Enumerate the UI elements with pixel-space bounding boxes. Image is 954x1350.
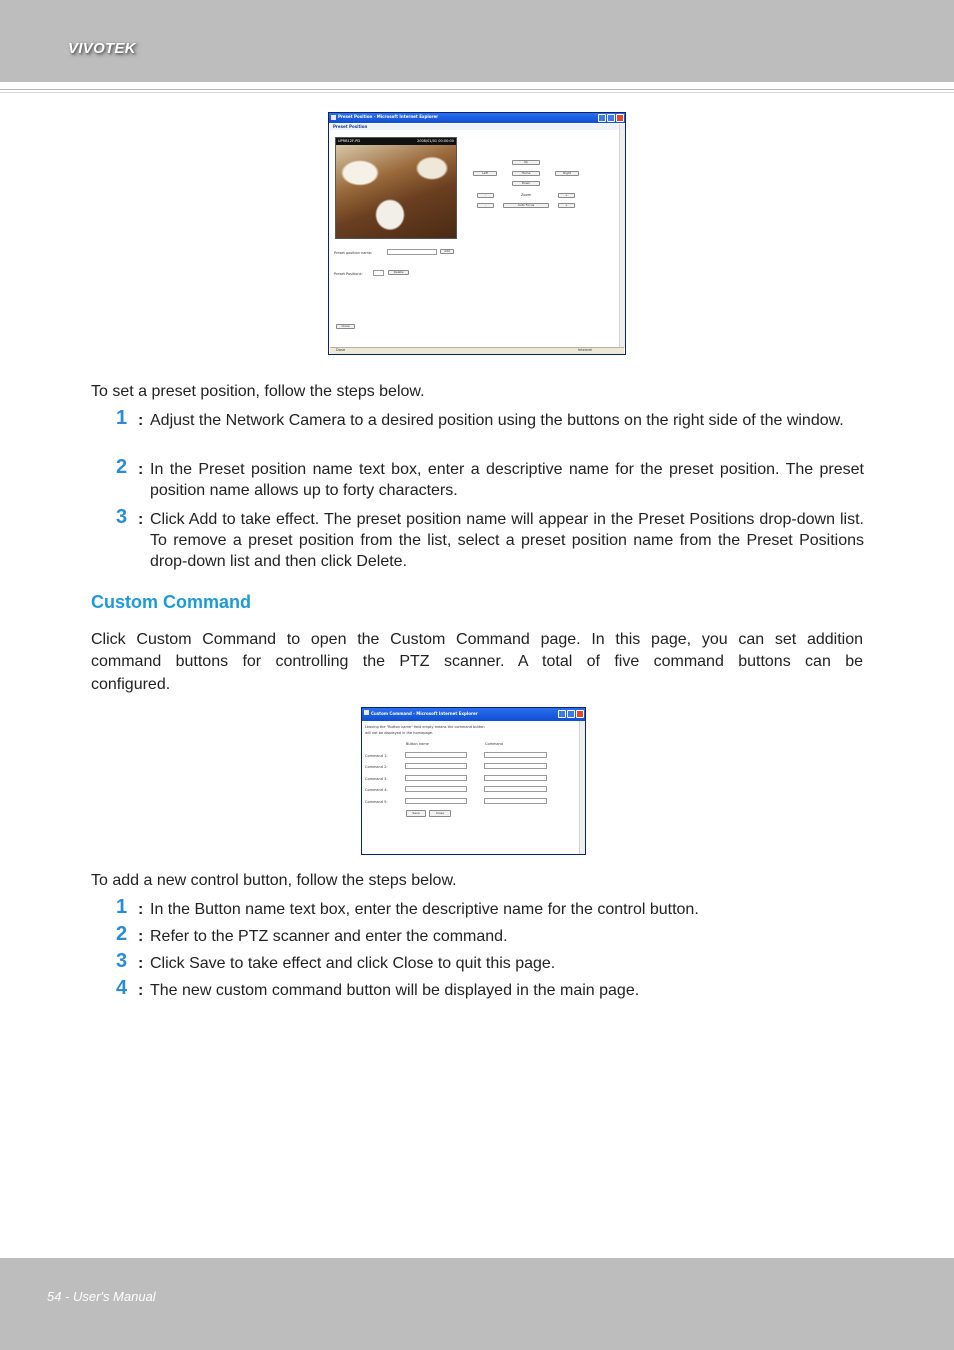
- focus-far-button: +: [558, 203, 575, 208]
- command-row-label: Command 1:: [365, 754, 388, 758]
- preset-step: [116, 456, 864, 501]
- page-number-label: 54 - User's Manual: [47, 1289, 156, 1304]
- section-title: Preset Position: [333, 124, 368, 129]
- ie-icon: [364, 710, 369, 715]
- left-button: Left: [473, 171, 497, 176]
- step-number: 1: [116, 407, 128, 429]
- section-heading: Custom Command: [91, 592, 252, 612]
- section-title-bar: [330, 124, 624, 130]
- page-footer: [0, 1258, 954, 1350]
- window-titlebar: [362, 708, 585, 721]
- window-controls: [558, 710, 584, 718]
- zoom-out-button: -: [477, 193, 494, 198]
- maximize-icon: [567, 710, 575, 718]
- paragraph-line: command buttons for controlling the PTZ scanner. A total of five command buttons can be: [91, 653, 863, 670]
- step-colon: :: [138, 982, 144, 999]
- preset-intro-text: To set a preset position, follow the steps below.: [91, 383, 425, 400]
- step-text: Click Save to take effect and click Close to quit this page.: [150, 955, 556, 972]
- step-colon: :: [138, 901, 144, 918]
- command-input: [484, 775, 547, 781]
- header-divider: [0, 89, 954, 90]
- preset-step: [116, 407, 864, 431]
- button-name-input: [405, 752, 467, 758]
- step-number: 3: [116, 506, 128, 528]
- minimize-icon: [598, 114, 606, 122]
- column-button-name: Button name: [406, 742, 429, 746]
- paragraph-line: configured.: [91, 676, 171, 693]
- note-line: Leaving the "Button name" field empty means the command button: [365, 725, 485, 729]
- close-button: Close: [429, 810, 451, 817]
- command-input: [484, 763, 547, 769]
- page-header: [0, 0, 954, 82]
- button-name-input: [405, 798, 467, 804]
- preset-positions-select: [373, 270, 384, 276]
- right-button: Right: [555, 171, 579, 176]
- custom-command-step: [116, 977, 864, 1001]
- step-colon: :: [138, 928, 144, 945]
- camera-name: UPRB12F-PD: [338, 139, 361, 143]
- step-number: 4: [116, 977, 128, 999]
- paragraph-line: Click Custom Command to open the Custom Command page. In this page, you can set addition: [91, 631, 863, 648]
- custom-command-step: [116, 950, 864, 974]
- focus-near-button: -: [477, 203, 494, 208]
- vertical-scrollbar: [579, 721, 585, 854]
- command-row-label: Command 4:: [365, 788, 388, 792]
- column-command: Command: [485, 742, 503, 746]
- custom-command-step: [116, 923, 864, 947]
- zoom-label: Zoom: [521, 193, 532, 197]
- command-input: [484, 786, 547, 792]
- status-done: Done: [336, 348, 346, 352]
- command-row-label: Command 3:: [365, 777, 388, 781]
- status-internet: Internet: [578, 348, 592, 352]
- minimize-icon: [558, 710, 566, 718]
- custom-command-screenshot: [361, 707, 586, 855]
- command-row-label: Command 2:: [365, 765, 388, 769]
- step-text: Refer to the PTZ scanner and enter the command.: [150, 928, 508, 945]
- step-text: In the Button name text box, enter the descriptive name for the control button.: [150, 901, 699, 918]
- add-button: Add: [440, 249, 454, 254]
- step-text: Click Add to take effect. The preset position name will appear in the Preset Positions drop-down list. To remove a preset position from the list, select a preset position name from the Preset Positions drop-down list and then click Delete.: [150, 511, 864, 570]
- step-colon: :: [138, 955, 144, 972]
- custom-command-step: [116, 896, 864, 920]
- preset-position-screenshot: [328, 112, 626, 355]
- window-titlebar: [329, 113, 625, 123]
- step-number: 2: [116, 923, 128, 945]
- window-title: Preset Position - Microsoft Internet Explorer: [338, 114, 439, 119]
- step-text: The new custom command button will be displayed in the main page.: [150, 982, 640, 999]
- step-colon: :: [138, 511, 144, 528]
- step-number: 1: [116, 896, 128, 918]
- vivotek-logo: VIVOTEK: [68, 40, 136, 57]
- camera-view: [335, 137, 457, 239]
- button-name-input: [405, 763, 467, 769]
- auto-focus-button: Auto Focus: [503, 203, 549, 208]
- maximize-icon: [607, 114, 615, 122]
- step-colon: :: [138, 461, 144, 478]
- camera-timestamp: 2008/01/01 00:00:00: [416, 139, 454, 143]
- save-button: Save: [406, 810, 426, 817]
- ie-icon: [331, 115, 336, 120]
- close-button: Close: [336, 324, 355, 329]
- step-number: 2: [116, 456, 128, 478]
- step-text: Adjust the Network Camera to a desired position using the buttons on the right side of the window.: [150, 412, 844, 429]
- button-name-input: [405, 786, 467, 792]
- down-button: Down: [512, 181, 540, 186]
- command-input: [484, 798, 547, 804]
- window-title: Custom Command - Microsoft Internet Explorer: [371, 711, 478, 716]
- close-icon: [616, 114, 624, 122]
- status-bar: [330, 347, 624, 354]
- step-text: In the Preset position name text box, enter a descriptive name for the preset position. The preset position name allows up to forty characters.: [150, 461, 864, 499]
- preset-step: [116, 506, 864, 572]
- home-button: Home: [512, 171, 540, 176]
- header-divider-secondary: [0, 92, 954, 93]
- zoom-in-button: +: [558, 193, 575, 198]
- camera-caption-bar: [336, 138, 456, 145]
- camera-image: [336, 145, 456, 238]
- step-colon: :: [138, 412, 144, 429]
- delete-button: Delete: [388, 270, 409, 275]
- preset-name-label: Preset position name:: [334, 251, 373, 255]
- vertical-scrollbar: [619, 124, 625, 348]
- command-input: [484, 752, 547, 758]
- custom-command-intro-text: To add a new control button, follow the steps below.: [91, 872, 457, 889]
- command-row-label: Command 5:: [365, 800, 388, 804]
- preset-positions-label: Preset Positions:: [334, 272, 363, 276]
- preset-name-input: [387, 249, 437, 255]
- step-number: 3: [116, 950, 128, 972]
- window-controls: [598, 114, 624, 122]
- note-line: will not be displayed in the homepage.: [365, 731, 434, 735]
- close-icon: [576, 710, 584, 718]
- button-name-input: [405, 775, 467, 781]
- up-button: Up: [512, 160, 540, 165]
